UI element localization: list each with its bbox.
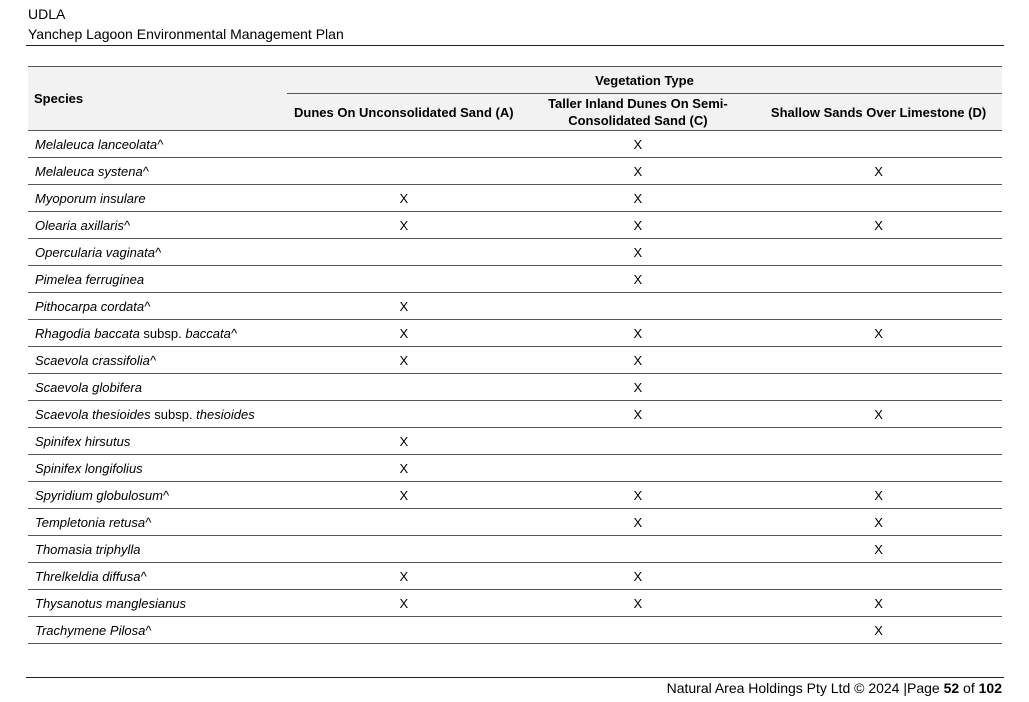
- dunes-a-cell: X: [287, 455, 521, 482]
- species-name-part: Pithocarpa cordata^: [35, 298, 151, 314]
- species-name-cell: [28, 455, 287, 482]
- footer-total-pages: 102: [978, 680, 1002, 696]
- dunes-a-cell: X: [287, 212, 521, 239]
- dunes-a-cell: X: [287, 563, 521, 590]
- dunes-a-cell: X: [287, 347, 521, 374]
- header-divider: [26, 45, 1004, 46]
- inland-dunes-c-cell: X: [521, 239, 755, 266]
- limestone-d-cell: X: [755, 509, 1002, 536]
- species-name-cell: [28, 158, 287, 185]
- dunes-a-cell: X: [287, 482, 521, 509]
- inland-dunes-c-cell: X: [521, 347, 755, 374]
- species-name-cell: [28, 536, 287, 563]
- species-name-part: Scaevola crassifolia^: [35, 352, 156, 368]
- dunes-a-cell: [287, 617, 521, 644]
- limestone-d-cell: X: [755, 401, 1002, 428]
- species-name-cell: [28, 131, 287, 158]
- species-name-part: Pimelea ferruginea: [35, 271, 145, 287]
- table-row: [28, 428, 1002, 455]
- species-name-part: Myoporum insulare: [35, 190, 146, 206]
- table-row: [28, 482, 1002, 509]
- inland-dunes-c-cell: X: [521, 158, 755, 185]
- limestone-d-cell: [755, 347, 1002, 374]
- inland-dunes-c-cell: X: [521, 590, 755, 617]
- species-name-part: Threlkeldia diffusa^: [35, 568, 147, 584]
- limestone-d-cell: [755, 293, 1002, 320]
- limestone-d-cell: [755, 563, 1002, 590]
- footer-copyright: Natural Area Holdings Pty Ltd © 2024 |Page: [666, 680, 944, 696]
- table-row: [28, 158, 1002, 185]
- inland-dunes-c-cell: [521, 428, 755, 455]
- species-name-cell: [28, 563, 287, 590]
- species-name-part: baccata^: [185, 325, 237, 341]
- dunes-a-cell: [287, 158, 521, 185]
- limestone-d-cell: X: [755, 590, 1002, 617]
- species-name-cell: [28, 401, 287, 428]
- species-name-cell: [28, 374, 287, 401]
- limestone-d-cell: [755, 131, 1002, 158]
- limestone-d-cell: [755, 455, 1002, 482]
- inland-dunes-c-cell: X: [521, 212, 755, 239]
- species-name-part: Melaleuca systena^: [35, 163, 149, 179]
- inland-dunes-c-cell: [521, 293, 755, 320]
- limestone-d-cell: [755, 239, 1002, 266]
- header-title: Yanchep Lagoon Environmental Management Plan: [28, 26, 344, 42]
- species-name-part: Spinifex hirsutus: [35, 433, 131, 449]
- species-table-body: [28, 131, 1002, 644]
- dunes-a-cell: X: [287, 185, 521, 212]
- inland-dunes-c-cell: X: [521, 320, 755, 347]
- footer-of: of: [959, 680, 979, 696]
- species-column-header: Species: [28, 67, 287, 131]
- table-row: [28, 509, 1002, 536]
- table-row: [28, 239, 1002, 266]
- dunes-a-cell: [287, 374, 521, 401]
- column-header-a: Dunes On Unconsolidated Sand (A): [287, 94, 521, 131]
- limestone-d-cell: X: [755, 536, 1002, 563]
- species-name-cell: [28, 590, 287, 617]
- species-name-cell: [28, 239, 287, 266]
- species-name-cell: [28, 212, 287, 239]
- limestone-d-cell: X: [755, 212, 1002, 239]
- table-row: [28, 374, 1002, 401]
- dunes-a-cell: X: [287, 428, 521, 455]
- limestone-d-cell: [755, 374, 1002, 401]
- species-name-part: Olearia axillaris^: [35, 217, 130, 233]
- species-name-part: Thomasia triphylla: [35, 541, 141, 557]
- table-row: [28, 590, 1002, 617]
- species-name-cell: [28, 320, 287, 347]
- inland-dunes-c-cell: X: [521, 185, 755, 212]
- species-name-part: Spinifex longifolius: [35, 460, 143, 476]
- inland-dunes-c-cell: X: [521, 401, 755, 428]
- species-name-cell: [28, 482, 287, 509]
- column-header-d: Shallow Sands Over Limestone (D): [755, 94, 1002, 131]
- species-name-cell: [28, 509, 287, 536]
- species-name-part: Scaevola thesioides: [35, 406, 151, 422]
- species-name-cell: [28, 293, 287, 320]
- species-name-part: Thysanotus manglesianus: [35, 595, 187, 611]
- table-row: [28, 320, 1002, 347]
- table-row: [28, 455, 1002, 482]
- dunes-a-cell: [287, 401, 521, 428]
- footer-page-number: 52: [943, 680, 960, 696]
- species-name-part: Rhagodia baccata: [35, 325, 140, 341]
- inland-dunes-c-cell: X: [521, 509, 755, 536]
- limestone-d-cell: X: [755, 158, 1002, 185]
- page-header: [28, 4, 1004, 44]
- table-row: [28, 185, 1002, 212]
- dunes-a-cell: [287, 509, 521, 536]
- species-name-part: Templetonia retusa^: [35, 514, 152, 530]
- species-table: [28, 66, 1002, 644]
- table-row: [28, 293, 1002, 320]
- species-name-part: subsp.: [150, 406, 197, 422]
- species-name-part: Scaevola globifera: [35, 379, 142, 395]
- dunes-a-cell: X: [287, 293, 521, 320]
- limestone-d-cell: X: [755, 482, 1002, 509]
- dunes-a-cell: [287, 131, 521, 158]
- inland-dunes-c-cell: X: [521, 563, 755, 590]
- table-row: [28, 617, 1002, 644]
- species-name-cell: [28, 617, 287, 644]
- table-row: [28, 347, 1002, 374]
- species-name-part: Melaleuca lanceolata^: [35, 136, 164, 152]
- table-row: [28, 212, 1002, 239]
- species-name-part: Trachymene Pilosa^: [35, 622, 152, 638]
- species-name-part: thesioides: [196, 406, 255, 422]
- dunes-a-cell: [287, 239, 521, 266]
- column-header-c: Taller Inland Dunes On Semi-Consolidated Sand (C): [521, 94, 755, 131]
- table-row: [28, 536, 1002, 563]
- species-name-cell: [28, 266, 287, 293]
- limestone-d-cell: [755, 428, 1002, 455]
- inland-dunes-c-cell: X: [521, 266, 755, 293]
- vegetation-type-header: Vegetation Type: [287, 67, 1002, 94]
- inland-dunes-c-cell: X: [521, 482, 755, 509]
- page-footer: [667, 678, 1002, 698]
- species-name-part: subsp.: [139, 325, 186, 341]
- species-name-cell: [28, 347, 287, 374]
- limestone-d-cell: X: [755, 320, 1002, 347]
- inland-dunes-c-cell: X: [521, 374, 755, 401]
- table-row: [28, 266, 1002, 293]
- inland-dunes-c-cell: [521, 536, 755, 563]
- table-row: [28, 131, 1002, 158]
- species-name-part: Spyridium globulosum^: [35, 487, 169, 503]
- limestone-d-cell: X: [755, 617, 1002, 644]
- limestone-d-cell: [755, 185, 1002, 212]
- inland-dunes-c-cell: X: [521, 131, 755, 158]
- species-name-cell: [28, 428, 287, 455]
- species-name-cell: [28, 185, 287, 212]
- table-row: [28, 401, 1002, 428]
- inland-dunes-c-cell: [521, 455, 755, 482]
- species-name-part: Opercularia vaginata^: [35, 244, 162, 260]
- table-row: [28, 563, 1002, 590]
- dunes-a-cell: X: [287, 590, 521, 617]
- dunes-a-cell: [287, 266, 521, 293]
- dunes-a-cell: [287, 536, 521, 563]
- dunes-a-cell: X: [287, 320, 521, 347]
- limestone-d-cell: [755, 266, 1002, 293]
- header-org: UDLA: [28, 6, 66, 22]
- inland-dunes-c-cell: [521, 617, 755, 644]
